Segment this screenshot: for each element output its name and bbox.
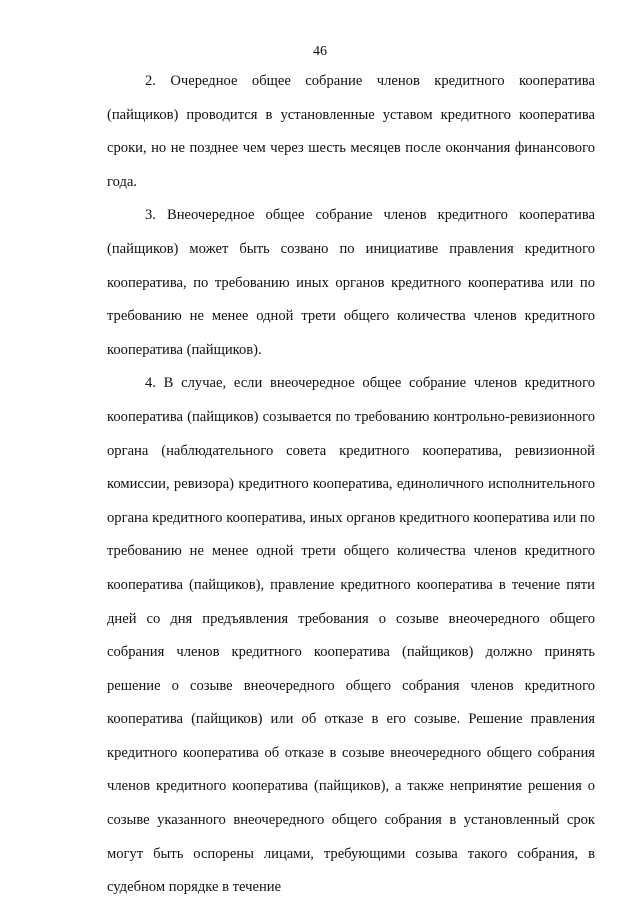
paragraph-3: 3. Внеочередное общее собрание членов кредитного кооператива (пайщиков) может быть созвано по инициативе правления кредитного кооператива, по требованию иных органов кредитного кооператива или по требованию не менее одной трети общего количества членов кредитного кооператива (пайщиков). [107, 207, 595, 358]
document-body [107, 65, 595, 905]
page-number: 46 [313, 44, 327, 59]
paragraph-4: 4. В случае, если внеочередное общее собрание членов кредитного кооператива (пайщиков) созывается по требованию контрольно-ревизионного органа (наблюдательного совета кредитного кооператива, ревизионной комиссии, ревизора) кредитного кооператива, единоличного исполнительного органа кредитного кооператива, иных органов кредитного кооператива или по требованию не менее одной трети общего количества членов кредитного кооператива (пайщиков), правление кредитного кооператива в течение пяти дней со дня предъявления требования о созыве внеочередного общего собрания членов кредитного кооператива (пайщиков) должно принять решение о созыве внеочередного общего собрания членов кредитного кооператива (пайщиков) или об отказе в его созыве. Решение правления кредитного кооператива об отказе в созыве внеочередного общего собрания членов кредитного кооператива (пайщиков), а также непринятие решения о созыве указанного внеочередного общего собрания в установленный срок могут быть оспорены лицами, требующими созыва такого собрания, в судебном порядке в течение [107, 375, 595, 896]
paragraph-2: 2. Очередное общее собрание членов кредитного кооператива (пайщиков) проводится в установленные уставом кредитного кооператива сроки, но не позднее чем через шесть месяцев после окончания финансового года. [107, 73, 595, 190]
